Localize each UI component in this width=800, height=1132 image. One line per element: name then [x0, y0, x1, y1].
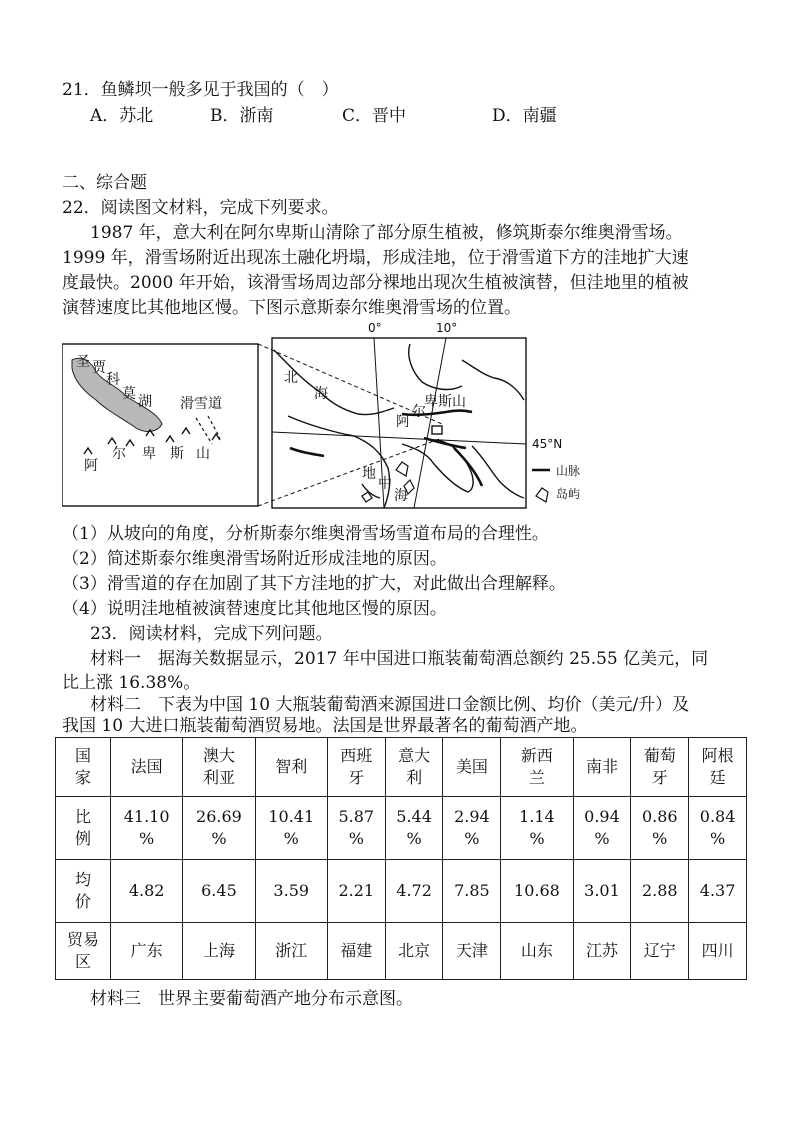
table-cell: 6.45	[183, 860, 255, 923]
table-row	[56, 738, 747, 797]
table-row	[56, 923, 747, 980]
med-sea-label: 地	[362, 466, 376, 482]
q22-material-line: 度最快。2000 年开始，该滑雪场周边部分裸地出现次生植被演替，但洼地里的植被	[62, 273, 689, 293]
table-cell: 2.88	[631, 860, 689, 923]
section-title: 二、综合题	[62, 173, 147, 193]
legend-island-label: 岛屿	[556, 487, 581, 501]
q22-question-4: （4）说明洼地植被演替速度比其他地区慢的原因。	[62, 599, 447, 619]
table-cell: 新西 兰	[501, 738, 573, 797]
north-sea-label: 海	[314, 386, 328, 402]
inset-label: 湖	[138, 394, 152, 410]
table-cell: 美国	[443, 738, 501, 797]
table-cell: 4.72	[385, 860, 443, 923]
table-cell: 2.94 %	[443, 797, 501, 860]
table-cell: 41.10 %	[111, 797, 183, 860]
alps-label: 阿	[84, 458, 98, 474]
table-cell: 法国	[111, 738, 183, 797]
q22-material-line: 1999 年，滑雪场附近出现冻土融化坍塌，形成洼地，位于滑雪道下方的洼地扩大速	[62, 248, 689, 268]
q23-stem: 23．阅读材料，完成下列问题。	[90, 624, 333, 644]
table-cell: 3.01	[573, 860, 631, 923]
alps-label: 斯	[170, 446, 184, 462]
table-cell: 26.69 %	[183, 797, 255, 860]
inset-label: 贾	[92, 360, 106, 376]
table-cell: 5.44 %	[385, 797, 443, 860]
table-cell: 天津	[443, 923, 501, 980]
inset-label: 莫	[122, 386, 136, 402]
table-cell: 阿根 廷	[689, 738, 747, 797]
q23-material1: 比上涨 16.38%。	[62, 673, 201, 693]
table-cell: 北京	[385, 923, 443, 980]
table-cell: 5.87 %	[327, 797, 385, 860]
table-cell: 上海	[183, 923, 255, 980]
q21-option-c[interactable]: C．晋中	[342, 106, 407, 126]
table-cell: 南非	[573, 738, 631, 797]
north-sea-label: 北	[284, 370, 298, 386]
q22-stem: 22．阅读图文材料，完成下列要求。	[62, 198, 339, 218]
q22-question-1: （1）从坡向的角度，分析斯泰尔维奥滑雪场雪道布局的合理性。	[62, 524, 549, 544]
wine-import-table	[55, 737, 747, 980]
mountain-range	[290, 411, 482, 487]
meridian-10	[414, 338, 446, 508]
table-cell: 澳大 利亚	[183, 738, 255, 797]
legend-island-symbol	[536, 488, 548, 502]
table-cell: 4.82	[111, 860, 183, 923]
table-cell: 0.86 %	[631, 797, 689, 860]
med-sea-label: 中	[378, 476, 392, 492]
row-header-trade: 贸易 区	[56, 923, 111, 980]
table-cell: 葡萄 牙	[631, 738, 689, 797]
row-header-price: 均 价	[56, 860, 111, 923]
table-cell: 1.14 %	[501, 797, 573, 860]
alps-main-label: 阿	[396, 414, 410, 430]
ski-run-line	[196, 416, 220, 444]
ski-run-label: 滑雪道	[180, 396, 222, 412]
table-cell: 3.59	[255, 860, 327, 923]
row-header-country: 国 家	[56, 738, 111, 797]
inset-label: 圣	[76, 354, 90, 370]
alps-main-label: 尔	[412, 404, 426, 420]
table-cell: 江苏	[573, 923, 631, 980]
q21-stem: 21．鱼鳞坝一般多见于我国的（ ）	[62, 80, 339, 100]
q23-material3: 材料三 世界主要葡萄酒产地分布示意图。	[90, 989, 413, 1009]
lon-0-label: 0°	[368, 321, 382, 335]
alps-label: 尔	[112, 446, 126, 462]
q21-option-d[interactable]: D．南疆	[492, 106, 557, 126]
q23-material1: 材料一 据海关数据显示，2017 年中国进口瓶装葡萄酒总额约 25.55 亿美元，同	[90, 649, 709, 669]
table-cell: 智利	[255, 738, 327, 797]
q22-material-line: 1987 年，意大利在阿尔卑斯山清除了部分原生植被，修筑斯泰尔维奥滑雪场。	[90, 223, 683, 243]
lat-45-label: 45°N	[532, 437, 563, 451]
table-cell: 0.94 %	[573, 797, 631, 860]
legend-mountain-label: 山脉	[556, 464, 581, 478]
q22-question-2: （2）简述斯泰尔维奥滑雪场附近形成洼地的原因。	[62, 549, 447, 569]
alps-main-label: 卑斯山	[424, 394, 466, 410]
q22-material-line: 演替速度比其他地区慢。下图示意斯泰尔维奥滑雪场的位置。	[62, 298, 521, 318]
table-cell: 浙江	[255, 923, 327, 980]
table-cell: 4.37	[689, 860, 747, 923]
alps-label: 卑	[142, 446, 156, 462]
table-cell: 2.21	[327, 860, 385, 923]
stelvio-location-map	[62, 320, 730, 518]
table-cell: 辽宁	[631, 923, 689, 980]
med-sea-label: 海	[394, 488, 408, 504]
q23-material2: 材料二 下表为中国 10 大瓶装葡萄酒来源国进口金额比例、均价（美元/升）及	[90, 695, 690, 715]
alps-label: 山	[196, 446, 210, 462]
q21-option-a[interactable]: A．苏北	[90, 106, 154, 126]
table-cell: 广东	[111, 923, 183, 980]
table-cell: 福建	[327, 923, 385, 980]
table-cell: 意大 利	[385, 738, 443, 797]
table-cell: 7.85	[443, 860, 501, 923]
table-cell: 四川	[689, 923, 747, 980]
table-row	[56, 797, 747, 860]
q21-options	[90, 105, 557, 127]
row-header-ratio: 比 例	[56, 797, 111, 860]
q22-question-3: （3）滑雪道的存在加剧了其下方洼地的扩大，对此做出合理解释。	[62, 574, 566, 594]
q21-option-b[interactable]: B．浙南	[210, 106, 274, 126]
table-row	[56, 860, 747, 923]
table-cell: 西班 牙	[327, 738, 385, 797]
lon-10-label: 10°	[436, 321, 458, 335]
table-cell: 山东	[501, 923, 573, 980]
q23-material2: 我国 10 大进口瓶装葡萄酒贸易地。法国是世界最著名的葡萄酒产地。	[62, 716, 588, 736]
table-cell: 10.41 %	[255, 797, 327, 860]
table-cell: 10.68	[501, 860, 573, 923]
parallel-45	[272, 432, 526, 444]
ski-resort-marker	[432, 426, 442, 434]
inset-label: 科	[106, 372, 120, 388]
table-cell: 0.84 %	[689, 797, 747, 860]
